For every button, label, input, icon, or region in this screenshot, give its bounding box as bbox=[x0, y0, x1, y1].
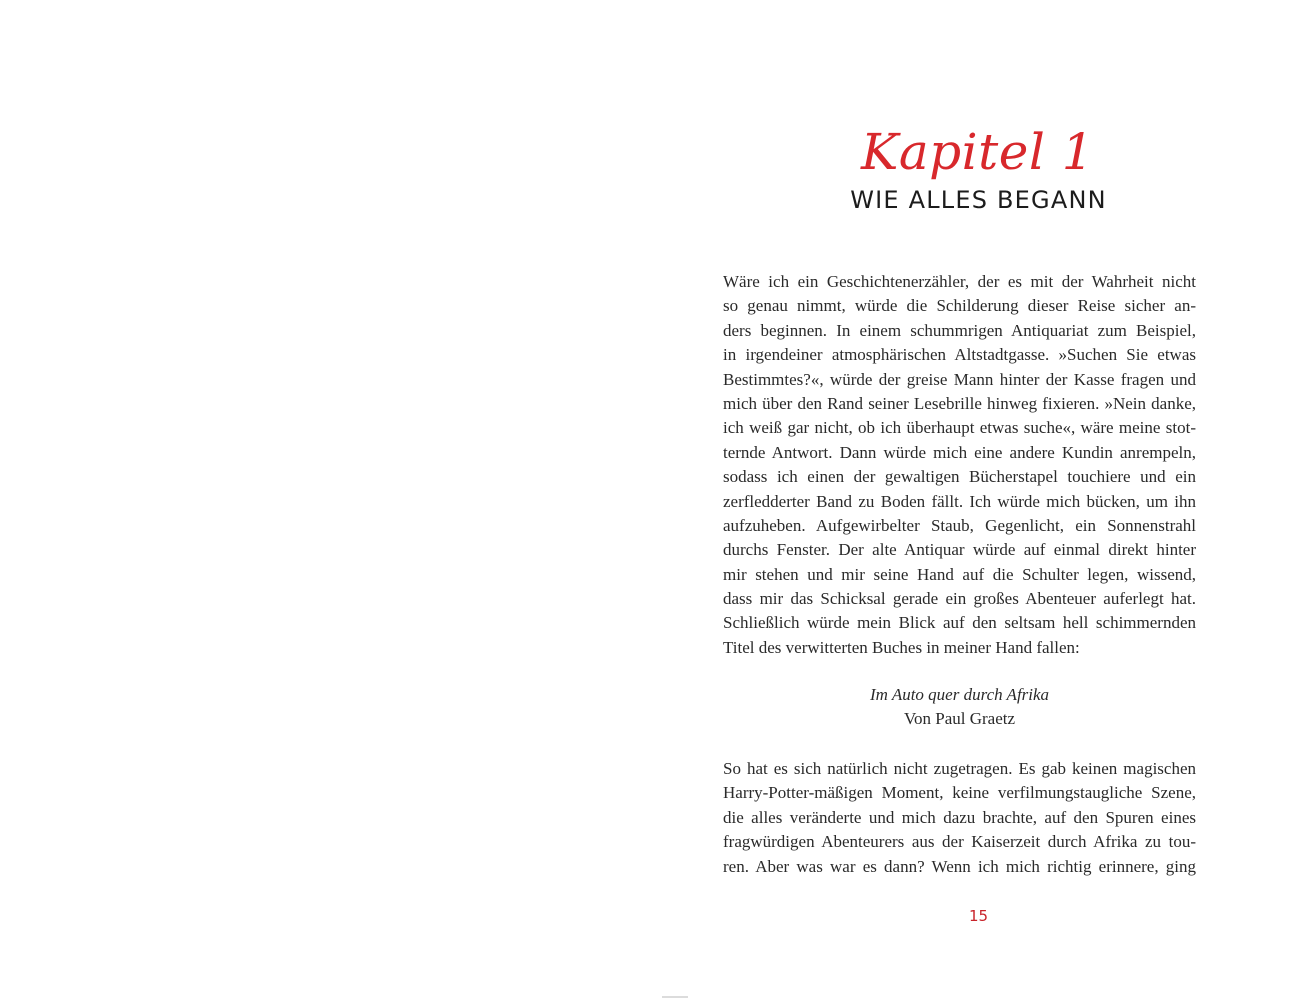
text-line: Harry-Potter-mäßigen Moment, keine verfilmungstaugliche Szene, bbox=[723, 783, 1196, 803]
text-line: aufzuheben. Aufgewirbelter Staub, Gegenlicht, ein Sonnenstrahl bbox=[723, 515, 1196, 535]
right-page bbox=[648, 0, 1295, 1000]
text-line: die alles veränderte und mich dazu brachte, auf den Spuren eines bbox=[723, 807, 1196, 827]
text-line: Wäre ich ein Geschichtenerzähler, der es mit der Wahrheit nicht bbox=[723, 272, 1196, 291]
chapter-title: WIE ALLES BEGANN bbox=[850, 186, 1107, 214]
paragraph-2 bbox=[723, 757, 1196, 879]
text-line: ders beginnen. In einem schummrigen Antiquariat zum Beispiel, bbox=[723, 320, 1196, 340]
quote-book-author: Von Paul Graetz bbox=[903, 709, 1016, 729]
text-line: fragwürdigen Abenteurers aus der Kaiserzeit durch Afrika zu tou- bbox=[723, 832, 1196, 852]
text-line: mir stehen und mir seine Hand auf die Schulter legen, wissend, bbox=[723, 564, 1196, 584]
text-line: Bestimmtes?«, würde der greise Mann hinter der Kasse fragen und bbox=[723, 369, 1196, 389]
chapter-label: Kapitel 1 bbox=[860, 123, 1095, 181]
text-line: Schließlich würde mein Blick auf den seltsam hell schimmernden bbox=[723, 613, 1196, 633]
quote-book-title: Im Auto quer durch Afrika bbox=[869, 685, 1050, 704]
text-line: mich über den Rand seiner Lesebrille hinweg fixieren. »Nein danke, bbox=[723, 393, 1196, 413]
text-line: So hat es sich natürlich nicht zugetragen. Es gab keinen magischen bbox=[723, 759, 1196, 778]
text-line: durchs Fenster. Der alte Antiquar würde auf einmal direkt hinter bbox=[723, 540, 1196, 560]
text-line: Titel des verwitterten Buches in meiner Hand fallen: bbox=[723, 637, 1080, 657]
text-line: ich weiß gar nicht, ob ich überhaupt etwas suche«, wäre meine stot- bbox=[723, 418, 1196, 438]
text-line: zerfledderter Band zu Boden fällt. Ich würde mich bücken, um ihn bbox=[723, 491, 1196, 511]
page-number: 15 bbox=[968, 907, 989, 925]
text-line: ren. Aber was war es dann? Wenn ich mich richtig erinnere, ging bbox=[723, 856, 1196, 876]
book-quote bbox=[723, 683, 1196, 732]
text-line: dass mir das Schicksal gerade ein großes Abenteuer auferlegt hat. bbox=[723, 589, 1196, 609]
left-page-blank bbox=[0, 0, 647, 1000]
text-line: in irgendeiner atmosphärischen Altstadtgasse. »Suchen Sie etwas bbox=[723, 345, 1196, 365]
text-line: sodass ich einen der gewaltigen Bücherstapel touchiere und ein bbox=[723, 467, 1196, 487]
text-line: ternde Antwort. Dann würde mich eine andere Kundin anrempeln, bbox=[723, 442, 1196, 462]
paragraph-1 bbox=[723, 270, 1196, 660]
gutter-mark bbox=[662, 996, 688, 998]
text-line: so genau nimmt, würde die Schilderung dieser Reise sicher an- bbox=[723, 296, 1196, 316]
